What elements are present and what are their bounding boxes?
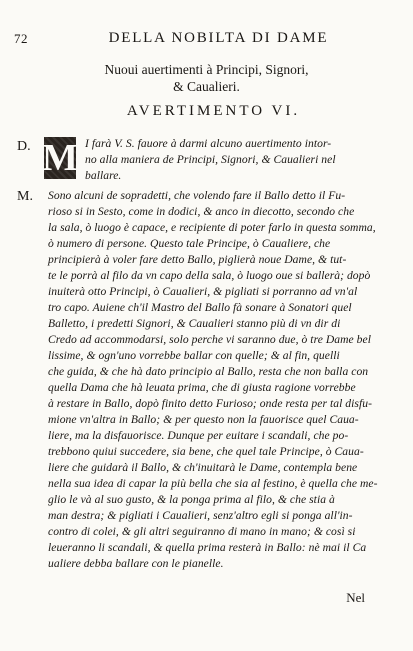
- body-line: liere che guidarà il Ballo, & ch'inuitarà le Dame, contempla bene: [48, 461, 358, 474]
- body-line: no alla maniera de Principi, Signori, & Caualieri nel: [85, 153, 336, 166]
- body-line: ballare.: [85, 169, 122, 182]
- body-line: liere, ma la disfauorisce. Dunque per euitare i scandali, che po-: [48, 429, 349, 442]
- body-line: Sono alcuni de sopradetti, che volendo fare il Ballo detto il Fu-: [48, 189, 346, 202]
- body-line: te le porrà al filo da vn capo della sala, ò luogo oue si ballerà; dopò: [48, 269, 371, 282]
- body-line: principierà à voler fare detto Ballo, piglierà noue Dame, & tut-: [48, 253, 347, 266]
- body-line: contro di colei, & gli altri seguiranno di mano in mano; & così si: [48, 525, 356, 538]
- speaker-label-d: D.: [17, 139, 31, 154]
- body-line: inuiterà otto Principi, ò Caualieri, & pigliati si porranno ad vn'al: [48, 285, 358, 298]
- body-line: glio le và al suo gusto, & la ponga prima al filo, & che stia à: [48, 493, 335, 506]
- running-head: DELLA NOBILTA DI DAME: [108, 30, 329, 46]
- body-line: tro capo. Auiene ch'il Mastro del Ballo fà sonare à Sonatori quel: [48, 301, 352, 314]
- ornamental-dropcap: M: [42, 137, 78, 179]
- body-line: rioso si in Sesto, come in dodici, & anco in diecotto, secondo che: [48, 205, 355, 218]
- body-line: lissime, & ogn'uno vorrebbe ballar con quelle; & al fin, quelli: [48, 349, 340, 362]
- body-line: Credo ad accommodarsi, solo perche vi saranno due, ò tre Dame bel: [48, 333, 371, 346]
- body-line: quella Dama che hà leuata prima, che di giusta ragione vorrebbe: [48, 381, 356, 394]
- body-line: Balletto, i predetti Signori, & Caualieri stanno più di vn dir di: [48, 317, 341, 330]
- chapter-subtitle-line2: & Caualieri.: [173, 79, 240, 94]
- body-line: ualiere debba ballare con le pianelle.: [48, 557, 224, 570]
- speaker-label-m: M.: [17, 189, 33, 204]
- body-line: leueranno li scandali, & quella prima resterà in Ballo: nè mai il Ca: [48, 541, 367, 554]
- body-line: trebbono quiui succedere, sia bene, che quel tale Principe, ò Caua-: [48, 445, 364, 458]
- body-line: nella sua idea di capar la più bella che sia al festino, è quella che me-: [48, 477, 378, 490]
- catchword: Nel: [346, 590, 365, 605]
- page-number: 72: [14, 31, 28, 46]
- body-line: ò numero di persone. Questo tale Principe, ò Caualiere, che: [48, 237, 331, 250]
- chapter-subtitle-line1: Nuoui auertimenti à Principi, Signori,: [104, 62, 309, 77]
- body-line: che guida, & che hà dato principio al Ballo, resta che non balla con: [48, 365, 369, 378]
- body-line: la sala, ò luogo è capace, e recipiente di poter farlo in questa somma,: [48, 221, 376, 234]
- body-line: à restare in Ballo, dopò finito detto Furioso; onde resta per tal disfu-: [48, 397, 373, 410]
- body-line: I farà V. S. fauore à darmi alcuno auertimento intor-: [85, 137, 332, 150]
- section-title: AVERTIMENTO VI.: [126, 103, 301, 119]
- body-line: mione vn'altra in Ballo; & per questo non la fauorisce quel Caua-: [48, 413, 359, 426]
- body-line: man destra; & pigliati i Caualieri, senz'altro egli si ponga all'in-: [48, 509, 353, 522]
